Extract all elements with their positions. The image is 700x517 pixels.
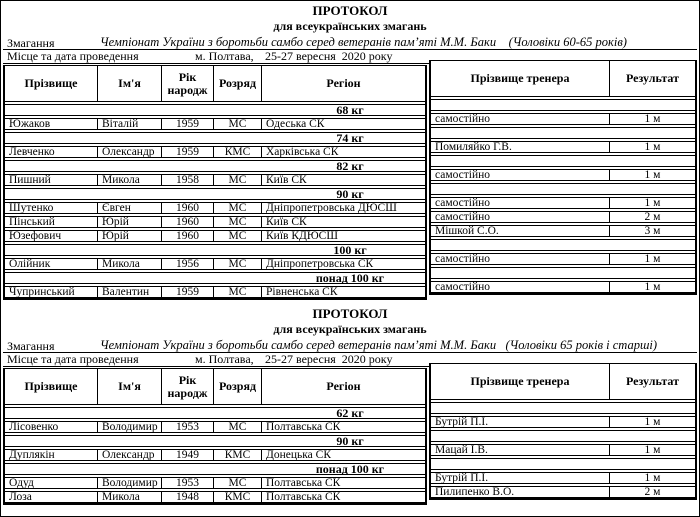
col-header-region: Регіон bbox=[261, 66, 425, 101]
weight-category-label: 90 кг bbox=[336, 186, 364, 201]
competition-name: Чемпіонат України з боротьби самбо серед ветеранів пам’яті М.М. Баки (Чоловіки 60-65 років) bbox=[100, 35, 627, 49]
weight-category-row bbox=[5, 407, 425, 419]
cell-coach: самостійно bbox=[435, 168, 491, 181]
col-header-coach: Прізвище тренера bbox=[470, 374, 570, 388]
cell-region: Київ СК bbox=[261, 217, 425, 227]
cell-result: 1 м bbox=[609, 254, 695, 264]
col-header-result: Результат bbox=[609, 61, 695, 96]
cell-name: Валентин bbox=[97, 287, 161, 297]
coach-result-table bbox=[429, 60, 697, 295]
cell-result: 1 м bbox=[609, 417, 695, 427]
weight-category-row bbox=[5, 244, 425, 256]
cell-result: 3 м bbox=[609, 226, 695, 236]
results-table bbox=[3, 368, 697, 505]
weight-category-label: понад 100 кг bbox=[315, 270, 385, 285]
table-row bbox=[5, 118, 425, 130]
results-table bbox=[3, 65, 697, 300]
weight-category-label: 90 кг bbox=[336, 433, 364, 448]
cell-result: 1 м bbox=[609, 142, 695, 152]
cell-surname: Юзефович bbox=[9, 229, 62, 242]
cell-name: Євген bbox=[97, 203, 161, 213]
competition-name: Чемпіонат України з боротьби самбо серед ветеранів пам’яті М.М. Баки (Чоловіки 65 років і старші) bbox=[100, 338, 658, 352]
table-row bbox=[5, 258, 425, 270]
cell-region: Полтавська СК bbox=[261, 422, 425, 432]
coach-result-row bbox=[431, 444, 695, 456]
col-header-result: Результат bbox=[609, 364, 695, 399]
cell-birth-year: 1959 bbox=[161, 119, 213, 129]
weight-category-label: 68 кг bbox=[336, 102, 364, 117]
place-date: 25-27 вересня 2020 року bbox=[265, 49, 393, 63]
cell-result: 1 м bbox=[609, 114, 695, 124]
cell-coach: Помиляйко Г.В. bbox=[435, 140, 512, 153]
table-row bbox=[5, 421, 425, 433]
weight-category-label: 100 кг bbox=[333, 242, 367, 257]
cell-birth-year: 1948 bbox=[161, 492, 213, 502]
coach-result-row bbox=[431, 486, 695, 498]
competition-line bbox=[3, 338, 697, 353]
place-date: 25-27 вересня 2020 року bbox=[265, 352, 393, 366]
cell-name: Віталій bbox=[97, 119, 161, 129]
table-header-row bbox=[5, 368, 425, 405]
table-row bbox=[5, 477, 425, 489]
cell-result: 2 м bbox=[609, 212, 695, 222]
cell-region: Полтавська СК bbox=[261, 478, 425, 488]
cell-surname: Левченко bbox=[9, 145, 55, 158]
empty-band bbox=[431, 99, 695, 111]
cell-result: 2 м bbox=[609, 487, 695, 497]
weight-category-row bbox=[5, 160, 425, 172]
cell-coach: Бутрій П.І. bbox=[435, 415, 489, 428]
coach-result-row bbox=[431, 225, 695, 237]
cell-region: Одеська СК bbox=[261, 119, 425, 129]
cell-surname: Пишний bbox=[9, 173, 51, 186]
weight-category-row bbox=[5, 104, 425, 116]
col-header-surname: Прізвище bbox=[24, 76, 78, 90]
cell-coach: Бутрій П.І. bbox=[435, 471, 489, 484]
cell-coach: самостійно bbox=[435, 196, 491, 209]
cell-rank: МС bbox=[213, 422, 261, 432]
empty-band bbox=[431, 458, 695, 470]
table-row bbox=[5, 449, 425, 461]
cell-result: 1 м bbox=[609, 473, 695, 483]
weight-category-label: понад 100 кг bbox=[315, 461, 385, 476]
cell-surname: Олійник bbox=[9, 257, 51, 270]
athletes-table bbox=[3, 368, 427, 505]
cell-birth-year: 1949 bbox=[161, 450, 213, 460]
table-row bbox=[5, 286, 425, 298]
competition-line bbox=[3, 35, 697, 50]
cell-result: 1 м bbox=[609, 445, 695, 455]
weight-category-row bbox=[5, 463, 425, 475]
cell-name: Олександр bbox=[97, 450, 161, 460]
page-subtitle: для всеукраїнських змагань bbox=[273, 19, 427, 33]
cell-birth-year: 1956 bbox=[161, 259, 213, 269]
empty-band bbox=[431, 155, 695, 167]
weight-category-row bbox=[5, 188, 425, 200]
place-date-line bbox=[3, 353, 441, 367]
col-header-region: Регіон bbox=[261, 369, 425, 404]
page-subtitle: для всеукраїнських змагань bbox=[273, 322, 427, 336]
weight-category-row bbox=[5, 435, 425, 447]
cell-coach: самостійно bbox=[435, 112, 491, 125]
table-row bbox=[5, 174, 425, 186]
table-header-row bbox=[5, 65, 425, 102]
cell-birth-year: 1960 bbox=[161, 217, 213, 227]
cell-coach: Мішкой С.О. bbox=[435, 224, 499, 237]
col-header-birth: Рік народж bbox=[161, 369, 213, 404]
cell-region: Полтавська СК bbox=[261, 492, 425, 502]
cell-name: Юрій bbox=[97, 217, 161, 227]
cell-region: Київ СК bbox=[261, 175, 425, 185]
weight-category-row bbox=[5, 132, 425, 144]
cell-rank: КМС bbox=[213, 450, 261, 460]
cell-name: Микола bbox=[97, 492, 161, 502]
cell-coach: Пилипенко В.О. bbox=[435, 485, 515, 498]
cell-rank: МС bbox=[213, 217, 261, 227]
place-city: м. Полтава, bbox=[195, 49, 254, 63]
coach-result-row bbox=[431, 472, 695, 484]
weight-category-label: 62 кг bbox=[336, 405, 364, 420]
cell-rank: МС bbox=[213, 175, 261, 185]
cell-birth-year: 1958 bbox=[161, 175, 213, 185]
table-header-row bbox=[431, 363, 695, 400]
empty-band bbox=[431, 267, 695, 279]
place-label: Місце та дата проведення bbox=[7, 49, 139, 63]
cell-name: Юрій bbox=[97, 231, 161, 241]
table-row bbox=[5, 230, 425, 242]
cell-region: Харківська СК bbox=[261, 147, 425, 157]
competition-label: Змагання bbox=[7, 339, 55, 353]
protocol-section-65-plus bbox=[3, 307, 697, 505]
athletes-table bbox=[3, 65, 427, 300]
cell-coach: Мацай І.В. bbox=[435, 443, 488, 456]
cell-surname: Дуплякін bbox=[9, 448, 55, 461]
col-header-surname: Прізвище bbox=[24, 379, 78, 393]
cell-surname: Шутенко bbox=[9, 201, 54, 214]
cell-region: Донецька СК bbox=[261, 450, 425, 460]
cell-surname: Лоза bbox=[9, 490, 32, 503]
table-row bbox=[5, 491, 425, 503]
cell-region: Дніпропетровська СК bbox=[261, 259, 425, 269]
weight-category-label: 74 кг bbox=[336, 130, 364, 145]
place-city: м. Полтава, bbox=[195, 352, 254, 366]
cell-name: Олександр bbox=[97, 147, 161, 157]
coach-result-row bbox=[431, 253, 695, 265]
coach-result-row bbox=[431, 141, 695, 153]
coach-result-row bbox=[431, 211, 695, 223]
cell-birth-year: 1960 bbox=[161, 231, 213, 241]
cell-surname: Лісовенко bbox=[9, 420, 59, 433]
empty-band bbox=[431, 183, 695, 195]
page-title: ПРОТОКОЛ bbox=[312, 306, 388, 321]
cell-rank: КМС bbox=[213, 147, 261, 157]
cell-result: 1 м bbox=[609, 282, 695, 292]
cell-birth-year: 1959 bbox=[161, 147, 213, 157]
cell-region: Дніпропетровська ДЮСШ bbox=[261, 203, 425, 213]
cell-coach: самостійно bbox=[435, 210, 491, 223]
cell-rank: МС bbox=[213, 119, 261, 129]
cell-rank: МС bbox=[213, 203, 261, 213]
cell-name: Микола bbox=[97, 175, 161, 185]
cell-coach: самостійно bbox=[435, 280, 491, 293]
col-header-name: Ім'я bbox=[97, 66, 161, 101]
cell-result: 1 м bbox=[609, 170, 695, 180]
cell-birth-year: 1960 bbox=[161, 203, 213, 213]
coach-result-row bbox=[431, 281, 695, 293]
place-date-line bbox=[3, 50, 441, 64]
competition-label: Змагання bbox=[7, 36, 55, 50]
table-row bbox=[5, 216, 425, 228]
col-header-rank: Розряд bbox=[213, 369, 261, 404]
cell-region: Рівненська СК bbox=[261, 287, 425, 297]
col-header-rank: Розряд bbox=[213, 66, 261, 101]
cell-rank: МС bbox=[213, 259, 261, 269]
cell-rank: МС bbox=[213, 231, 261, 241]
coach-result-row bbox=[431, 416, 695, 428]
place-label: Місце та дата проведення bbox=[7, 352, 139, 366]
coach-result-table bbox=[429, 363, 697, 500]
empty-band bbox=[431, 127, 695, 139]
coach-result-row bbox=[431, 169, 695, 181]
coach-result-row bbox=[431, 197, 695, 209]
empty-band bbox=[431, 402, 695, 414]
col-header-name: Ім'я bbox=[97, 369, 161, 404]
table-row bbox=[5, 146, 425, 158]
page-title: ПРОТОКОЛ bbox=[312, 3, 388, 18]
cell-result: 1 м bbox=[609, 198, 695, 208]
cell-birth-year: 1953 bbox=[161, 422, 213, 432]
cell-rank: МС bbox=[213, 287, 261, 297]
col-header-coach: Прізвище тренера bbox=[470, 71, 570, 85]
cell-birth-year: 1953 bbox=[161, 478, 213, 488]
cell-name: Володимир bbox=[97, 422, 161, 432]
cell-name: Володимир bbox=[97, 478, 161, 488]
weight-category-label: 82 кг bbox=[336, 158, 364, 173]
cell-name: Микола bbox=[97, 259, 161, 269]
cell-surname: Чупринський bbox=[9, 285, 75, 298]
empty-band bbox=[431, 430, 695, 442]
table-header-row bbox=[431, 60, 695, 97]
cell-coach: самостійно bbox=[435, 252, 491, 265]
weight-category-row bbox=[5, 272, 425, 284]
cell-region: Київ КДЮСШ bbox=[261, 231, 425, 241]
coach-result-row bbox=[431, 113, 695, 125]
cell-surname: Пінський bbox=[9, 215, 55, 228]
empty-band bbox=[431, 239, 695, 251]
cell-rank: МС bbox=[213, 478, 261, 488]
cell-birth-year: 1959 bbox=[161, 287, 213, 297]
cell-surname: Южаков bbox=[9, 117, 51, 130]
cell-rank: КМС bbox=[213, 492, 261, 502]
cell-surname: Одуд bbox=[9, 476, 34, 489]
col-header-birth: Рік народж bbox=[161, 66, 213, 101]
table-row bbox=[5, 202, 425, 214]
protocol-section-60-65 bbox=[3, 4, 697, 300]
